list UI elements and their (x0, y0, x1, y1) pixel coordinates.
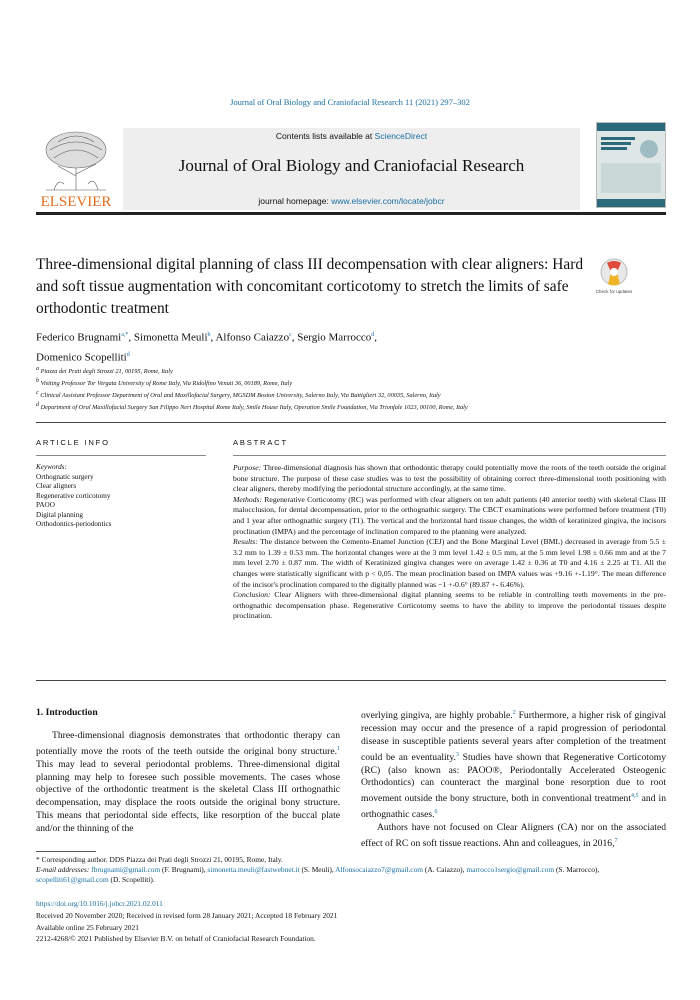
author-list: Federico Brugnami$^{a,*}$, Simonetta Meuli$^b$, Alfonso Caiazzo$^c$, Sergio Marrocco$^d$, Domenico Scopelliti$^d$ (36, 331, 378, 364)
affiliation-text: Piazza dei Prati degli Strozzi 21, 00195, Rome, Italy (40, 368, 173, 376)
header-rule (36, 212, 666, 215)
intro-text: Furthermore, a higher risk of gingival recession may occur and the presence of a rapid progression of periodontal disease in susceptible patients several years after completion of the treatment could be an eventuality. (361, 710, 666, 763)
article-meta (36, 898, 666, 945)
elsevier-tree-icon (36, 128, 116, 210)
purpose-text: Three-dimensional diagnosis has shown that orthodontic therapy could potentially move the roots of the teeth outside the original bone structure. The purpose of these case studies was to test the possibility of obtaining correct three-dimensional tooth positioning with clear aligners, thereby modifying the periodontal structure accordingly, at the same time. (233, 463, 666, 494)
intro-right-column (361, 707, 666, 851)
abstract-results (233, 537, 666, 590)
affiliation-text: Clinical Assistant Professor Department of Oral and Maxillofacial Surgery, MGSDM Boston University, Salerno Italy, Via Battiglieri 32, 00035, Salerno, Italy (40, 391, 441, 399)
homepage-link[interactable]: www.elsevier.com/locate/jobcr (331, 196, 445, 206)
citation-ref[interactable]: 4,5 (631, 793, 639, 800)
intro-paragraph (361, 822, 666, 851)
intro-text: overlying gingiva, are highly probable. (361, 710, 513, 722)
section-divider (36, 422, 666, 423)
author-name: Simonetta Meuli (133, 331, 208, 344)
keywords-label: Keywords: (36, 463, 67, 471)
keyword-item: PAOO (36, 501, 55, 509)
citation-ref[interactable]: 6 (434, 809, 438, 816)
intro-paragraph (36, 730, 340, 836)
author-name: Federico Brugnami (36, 331, 122, 344)
results-label: Results: (233, 537, 258, 547)
affiliations (36, 365, 666, 413)
abstract-body (233, 463, 666, 622)
journal-name: Journal of Oral Biology and Craniofacial Research (178, 156, 525, 175)
abstract-heading: ABSTRACT (233, 438, 288, 447)
methods-text: Regenerative Corticotomy (RC) was performed with clear aligners on ten adult patients (40 anterior teeth) with skeletal Class III malocclusion, for dental decompensation, prior to the orthognathic surgery. The CBCT examinations were performed before treatment (T0) and 1 year after orthognathic surgery (T1). The vertical and the horizontal hard tissue changes, the width of keratinized gingiva, the incisors proclination (IMPA) and the percentage of inclination compared to the planning were analyzed. (233, 494, 666, 536)
corresponding-author: * Corresponding author. DDS Piazza dei Prati degli Strozzi 21, 00195, Rome, Italy. (36, 855, 283, 864)
author-affil-ref[interactable]: c (289, 332, 292, 338)
author-name: Sergio Marrocco (297, 331, 372, 344)
contents-line (123, 131, 580, 141)
affiliation-marker: b (36, 377, 39, 384)
email-link[interactable]: marrocco1sergio@gmail.com (466, 865, 555, 874)
footnote-rule (36, 851, 96, 852)
abstract-methods (233, 495, 666, 537)
article-title: Three-dimensional digital planning of class III decompensation with clear aligners: Hard and soft tissue augmentation with concomitant corticotomy to stretch the limits of safe orthodontic treatment (36, 256, 584, 317)
affiliation-marker: d (36, 401, 39, 408)
intro-text: Three-dimensional diagnosis demonstrates that orthodontic therapy can potentially move the roots of the teeth outside the original bony structure. (36, 730, 340, 757)
citation-ref[interactable]: 2 (512, 710, 516, 716)
conclusion-text: Clear Aligners with three-dimensional digital planning seems to be reliable in controlling teeth movements in the pre-orthognathic decompensation phase. Regenerative Corticotomy seems to have the ability to improve the periodontal tissues despite proclination. (233, 590, 667, 621)
intro-heading: 1. Introduction (36, 707, 98, 718)
copyright-line: 2212-4268/© 2021 Published by Elsevier B.V. on behalf of Craniofacial Research Foundation. (36, 934, 316, 944)
email-link[interactable]: Alfonsocaiazzo7@gmail.com (335, 865, 424, 874)
author-name: Alfonso Caiazzo (215, 331, 290, 344)
article-info-heading: ARTICLE INFO (36, 438, 110, 447)
affiliation-marker: a (36, 366, 39, 372)
email-link[interactable]: simonetta.meuli@fastwebnet.it (207, 865, 300, 874)
citation-ref[interactable]: 1 (337, 745, 340, 752)
intro-text: Authors have not focused on Clear Aligners (CA) nor on the associated effect of RC on soft tissue reactions. Ahn and colleagues, in 2016, (361, 822, 666, 850)
keyword-item: Clear aligners (36, 482, 77, 490)
email-link[interactable]: fbrugnami@gmail.com (91, 865, 161, 874)
doi-link[interactable]: https://doi.org/10.1016/j.jobcr.2021.02.011 (36, 899, 163, 908)
section-divider (36, 680, 666, 681)
email-addresses (36, 865, 666, 885)
journal-homepage (123, 196, 580, 206)
keyword-item: Regenerative corticotomy (36, 491, 111, 500)
abstract-purpose (233, 463, 666, 495)
journal-header (123, 128, 580, 210)
keyword-item: Orthognatic surgery (36, 472, 94, 481)
elsevier-wordmark: ELSEVIER (40, 194, 112, 210)
author-name: Domenico Scopelliti (36, 351, 127, 364)
abstract-rule (233, 455, 666, 456)
affiliation-marker: c (36, 389, 39, 396)
email-owner: (S. Marrocco), (554, 865, 600, 874)
intro-text: This may lead to several periodontal problems. Three-dimensional digital planning may help to foresee such possible movements. The cases whose objective of the orthodontic treatment is the skeletal Class III orthognathic decompensation, may displace the roots outside the original bony structure. This means that periodontal side effects, like resorption of the buccal plate and/or the thinning of the (36, 758, 340, 834)
affiliation-item (36, 401, 666, 413)
author-affil-ref[interactable]: d (126, 351, 130, 358)
author-affil-ref[interactable]: a,* (121, 332, 129, 338)
author-affil-ref[interactable]: d (371, 332, 375, 338)
abstract-conclusion (233, 590, 666, 622)
keyword-item: Orthodontics-periodontics (36, 520, 112, 528)
affiliation-item (36, 377, 666, 389)
affiliation-text: Visiting Professor Tor Vergata University of Rome Italy, Via Ridolfino Venuti 36, 00189, Rome, Italy (40, 379, 293, 387)
keywords-block (36, 463, 206, 530)
keyword-item: Digital planning (36, 510, 83, 519)
elsevier-logo (36, 128, 116, 210)
email-owner: (S. Meuli), (299, 865, 336, 874)
crossmark-label: Check for updates (596, 289, 632, 294)
intro-left-column (36, 730, 340, 836)
crossmark-icon (596, 257, 632, 301)
intro-text: and in orthognathic cases. (361, 793, 666, 821)
journal-reference[interactable]: Journal of Oral Biology and Craniofacial Research 11 (2021) 297–302 (230, 97, 470, 107)
citation-ref[interactable]: 7 (614, 837, 618, 844)
purpose-label: Purpose: (233, 463, 262, 472)
affiliation-item (36, 389, 666, 401)
received-dates: Received 20 November 2020; Received in revised form 28 January 2021; Accepted 18 February 2021 (36, 910, 338, 920)
contents-prefix: Contents lists available at (275, 131, 373, 141)
affiliation-item (36, 365, 666, 377)
citation-ref[interactable]: 3 (455, 751, 459, 758)
homepage-label: journal homepage: (258, 196, 329, 206)
affiliation-text: Department of Oral Maxillofacial Surgery San Filippo Neri Hospital Rome Italy, Smile House Italy, Operation Smile Foundation, Via Trionfale 1023, 00100, Rome, Italy (40, 403, 468, 411)
results-text: The distance between the Cemento-Enamel Junction (CEJ) and the Bone Marginal Level (BML) decreased in average from 5.5 ± 3.2 mm to 1.39 ± 0.53 mm. The horizontal changes were at the 3 mm level 1.42 ± 0.5 mm, at the 5 mm level 1.98 ± 0.66 mm and at the 7 mm level 2.70 ± 0.87 mm. The width of Keratinized gingiva changes were on average 1.42 ± 0.36 at T0 and 4.16 ± 2.25 at T1. All the changes were statistically significant with p < 0,05. The mean proclination based on IMPA values was +9.16 +-1.19°. The mean difference of the incisor's proclination compared to the digitally planned was −1 +-0.6° (89.87 +- 6.46%). (233, 537, 666, 589)
intro-text: Studies have shown that Regenerative Corticotomy (RC) (also known as: PAOO®, Periodontally Accelerated Osteogenic Orthodontics) can counteract the marginal bone resorption due to root movement outside the bony structure, both in conventional treatment (361, 751, 666, 805)
sciencedirect-link[interactable]: ScienceDirect (374, 131, 428, 141)
email-owner: (A. Caiazzo), (423, 865, 467, 874)
conclusion-label: Conclusion: (233, 590, 271, 600)
available-online: Available online 25 February 2021 (36, 922, 139, 932)
email-link[interactable]: scopelliti61@gmail.com (36, 875, 109, 884)
article-info-rule (36, 455, 206, 456)
footnote (36, 855, 666, 885)
author-affil-ref[interactable]: b (207, 332, 211, 338)
email-owner: (F. Brugnami), (160, 865, 208, 874)
methods-label: Methods: (233, 494, 263, 504)
email-label: E-mail addresses: (36, 865, 90, 874)
email-owner: (D. Scopelliti). (108, 875, 155, 884)
journal-cover-thumbnail (596, 122, 666, 208)
check-for-updates-badge[interactable] (596, 257, 632, 301)
intro-paragraph (361, 707, 666, 822)
